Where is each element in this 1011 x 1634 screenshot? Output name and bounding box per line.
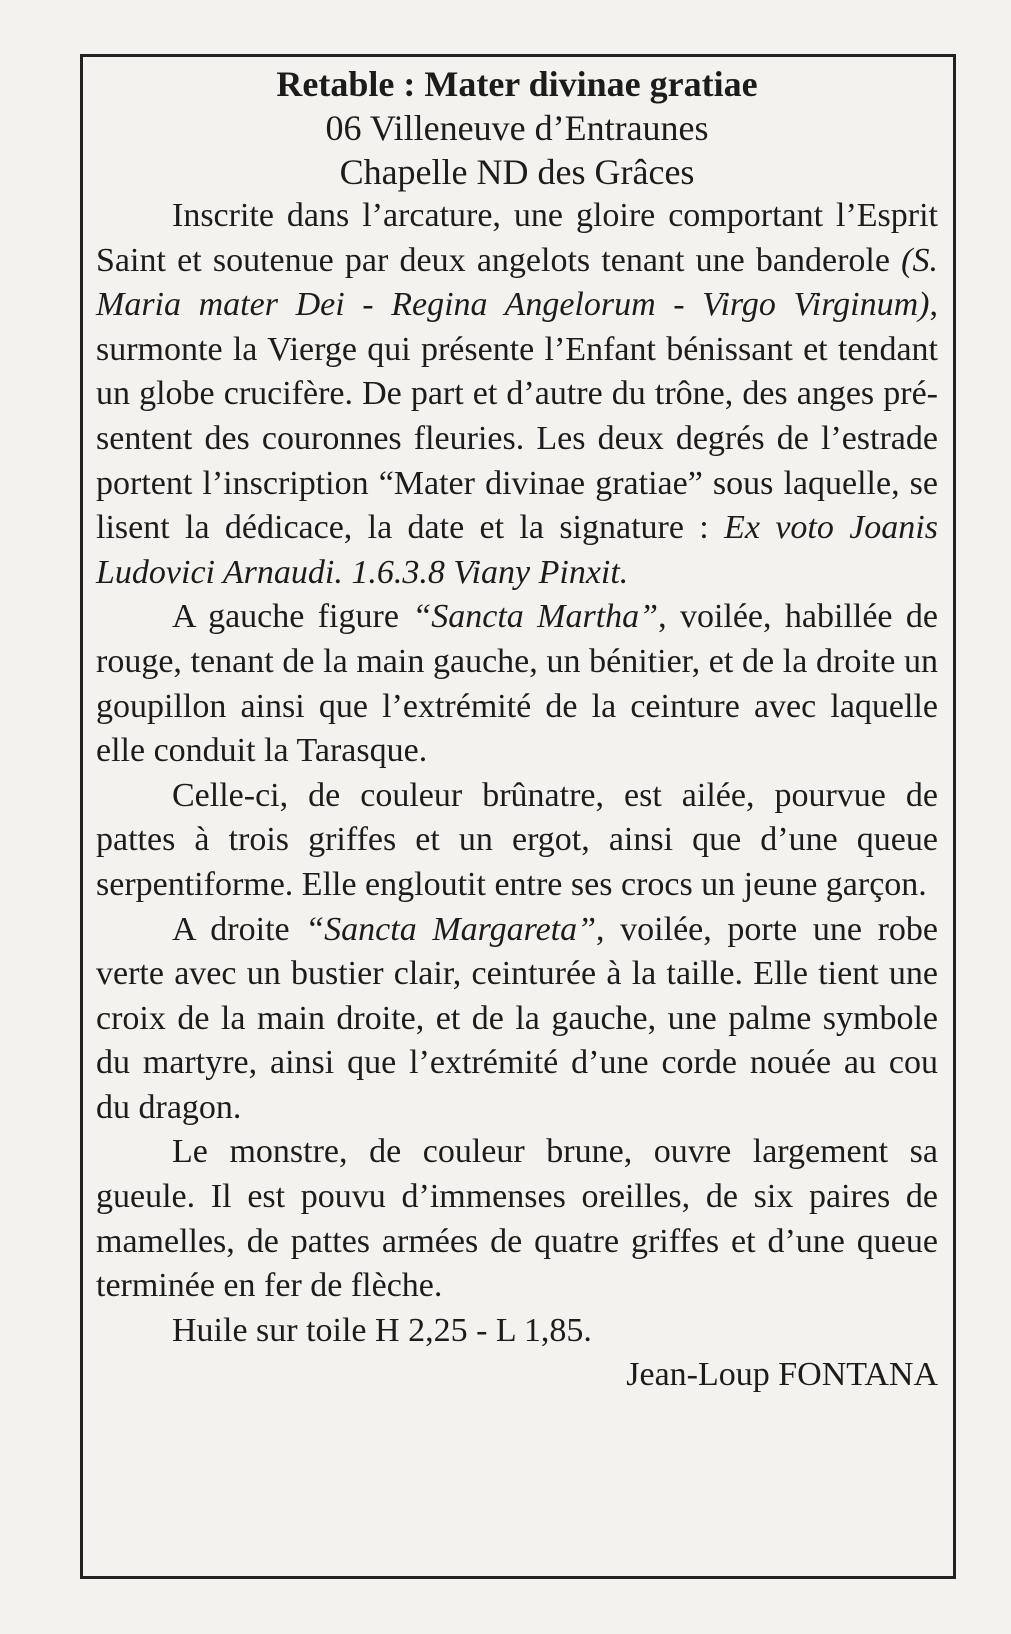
paragraph-medium: Huile sur toile H 2,25 - L 1,85. (172, 1311, 592, 1349)
paragraph-description (96, 194, 938, 595)
p1-dedication: Ex voto Joanis Ludovici Arnaudi. 1.6.3.8 Viany Pinxit. (96, 509, 938, 591)
p1-text-c: , surmonte la Vierge qui présente l’Enfant bénissant et tendant un globe crucifère. De part et d’autre du trône, des anges présentent des couronnes fleuries. Les deux degrés de l’estrade portent l’inscription “Mater divinae gratiae” sous laquelle, se lisent la dédicace, la date et la signature : (96, 286, 938, 547)
p1-banderole-inscription: (S. Maria mater Dei - Regina Angelorum - Virgo Virginum) (96, 241, 938, 324)
paragraph-margareta (96, 908, 938, 1131)
notice-content (96, 62, 938, 1397)
paragraph-monster: Le monstre, de couleur brune, ouvre largement sa gueule. Il est pouvu d’immenses oreilles, de six paires de mamelles, de pattes armées de quatre griffes et d’une queue terminée en fer de flèche. (96, 1133, 938, 1305)
notice-title: Retable : Mater divinae gratiae (276, 64, 758, 104)
p2-saint-name: “Sancta Martha” (412, 598, 659, 636)
paragraph-tarasque: Celle-ci, de couleur brûnatre, est ailée, pourvue de pattes à trois griffes et un ergot, ainsi que d’une queue serpentiforme. Elle engloutit entre ses crocs un jeune garçon. (96, 776, 938, 903)
location-town: 06 Villeneuve d’Entraunes (325, 108, 709, 148)
p1-text-a: Inscrite dans l’arcature, une gloire comportant l’Esprit Saint et soutenue par deux angelots tenant une banderole (96, 197, 938, 279)
p4-text-a: A droite (172, 910, 306, 948)
paragraph-martha (96, 595, 938, 773)
p4-text-c: , voilée, porte une robe verte avec un bustier clair, ceinturée à la taille. Elle tient une croix de la main droite, et de la gauche, une palme symbole du martyre, ainsi que l’extrémité d’une corde nouée au cou du dragon. (96, 910, 939, 1126)
location-chapel: Chapelle ND des Grâces (339, 152, 695, 192)
p2-text-a: A gauche figure (172, 598, 413, 636)
author-signature: Jean-Loup FONTANA (626, 1356, 938, 1394)
p4-saint-name: “Sancta Margareta” (305, 910, 597, 948)
p2-text-c: , voilée, habillée de rouge, tenant de la main gauche, un bénitier, et de la droite un goupillon ainsi que l’extrémité de la ceinture avec laquelle elle conduit la Tarasque. (96, 598, 939, 770)
